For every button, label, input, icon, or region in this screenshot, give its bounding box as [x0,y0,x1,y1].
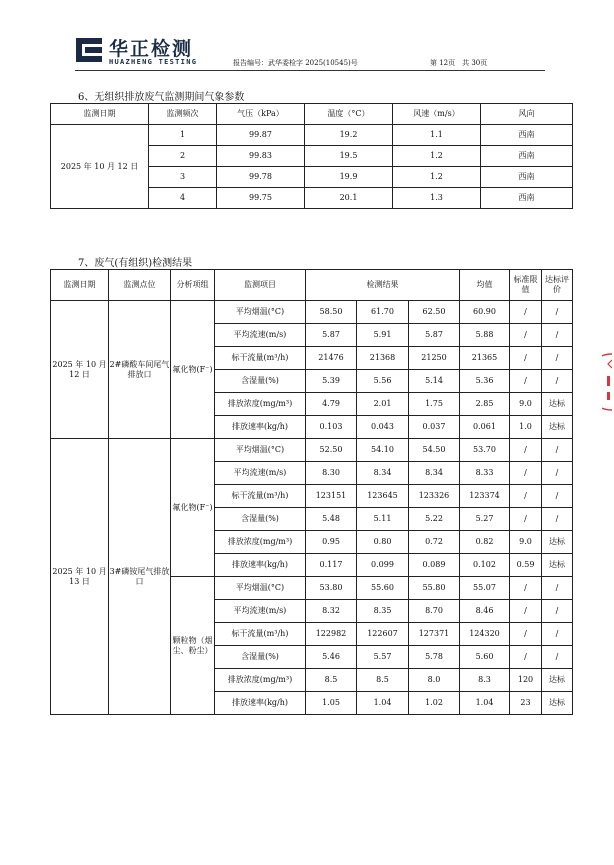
table-cell: 60.90 [460,301,510,324]
table-cell: 5.57 [357,646,409,669]
table-cell: 120 [510,669,542,692]
table-cell: / [510,485,542,508]
table-cell: 8.34 [357,462,409,485]
table-cell: 排放浓度(mg/m³) [215,531,306,554]
report-number: 报告编号：武华委检字 2025(10545)号 [233,59,358,67]
table-cell: 62.50 [409,301,460,324]
table-cell: 0.72 [409,531,460,554]
table-cell: 5.56 [357,370,409,393]
table-cell: / [542,623,573,646]
table-cell: 5.22 [409,508,460,531]
table-cell: 0.117 [306,554,357,577]
table-cell: 1.2 [393,146,481,167]
table-cell: 123374 [460,485,510,508]
table-cell: 5.14 [409,370,460,393]
table-row [51,125,573,146]
table-cell: 0.099 [357,554,409,577]
table-cell: / [542,646,573,669]
date-cell: 2025 年 10 月 13 日 [51,439,109,715]
header-cell: 标准限值 [510,270,542,301]
table-cell: 1.3 [393,188,481,209]
table-cell: 标干流量(m³/h) [215,347,306,370]
table-row [51,301,573,324]
table-cell: 4.79 [306,393,357,416]
table-cell: / [510,600,542,623]
table-cell: / [510,301,542,324]
table-cell: 西南 [481,188,573,209]
table-cell: 0.089 [409,554,460,577]
table-cell: 5.46 [306,646,357,669]
table-cell: 西南 [481,125,573,146]
table-cell: 5.87 [306,324,357,347]
table-cell: 0.95 [306,531,357,554]
table-cell: 8.70 [409,600,460,623]
table-cell: 达标 [542,416,573,439]
emission-results-table [50,269,573,715]
table-cell: 8.34 [409,462,460,485]
table-cell: 含湿量(%) [215,508,306,531]
table-cell: / [542,485,573,508]
table-cell: 含湿量(%) [215,646,306,669]
header-cell: 检测结果 [306,270,460,301]
table-cell: 1 [149,125,217,146]
table-cell: 124320 [460,623,510,646]
table-cell: 达标 [542,669,573,692]
table-cell: 99.78 [217,167,305,188]
table-cell: 5.88 [460,324,510,347]
date-cell: 2025 年 10 月 12 日 [51,301,109,439]
table-cell: 达标 [542,393,573,416]
table-cell: 8.5 [357,669,409,692]
table-cell: 55.80 [409,577,460,600]
table-cell: / [510,324,542,347]
table-cell: / [510,370,542,393]
header-cell: 风向 [481,104,573,125]
header-cell: 监测频次 [149,104,217,125]
table-cell: 1.75 [409,393,460,416]
table-cell: 达标 [542,692,573,715]
table-cell: 5.78 [409,646,460,669]
table-cell: 排放速率(kg/h) [215,416,306,439]
table-cell: 20.1 [305,188,393,209]
table-cell: 99.83 [217,146,305,167]
table-cell: 55.07 [460,577,510,600]
table-cell: 54.10 [357,439,409,462]
table-cell: 21365 [460,347,510,370]
table-cell: 5.39 [306,370,357,393]
table-header-row [51,270,573,301]
table-cell: 2.85 [460,393,510,416]
table-cell: / [542,600,573,623]
table-cell: 8.46 [460,600,510,623]
table-cell: 55.60 [357,577,409,600]
date-cell: 2025 年 10 月 12 日 [51,125,149,209]
table-cell: 52.50 [306,439,357,462]
table-cell: 0.043 [357,416,409,439]
header-cell: 均值 [460,270,510,301]
table-cell: 5.11 [357,508,409,531]
table-cell: 54.50 [409,439,460,462]
brand-name-en: HUAZHENG TESTING [109,58,198,66]
table-cell: 0.80 [357,531,409,554]
table-cell: 21250 [409,347,460,370]
table-cell: 1.05 [306,692,357,715]
header-cell: 达标评价 [542,270,573,301]
table-cell: 8.5 [306,669,357,692]
header-cell: 温度（°C） [305,104,393,125]
inspection-stamp-icon [602,352,612,412]
table-cell: 排放速率(kg/h) [215,692,306,715]
table-cell: 平均流速(m/s) [215,600,306,623]
table-cell: 8.32 [306,600,357,623]
table-cell: / [510,577,542,600]
table-cell: / [510,439,542,462]
table-cell: 平均流速(m/s) [215,462,306,485]
table-cell: / [510,347,542,370]
table-cell: 平均烟温(°C) [215,301,306,324]
table-cell: 122607 [357,623,409,646]
table-cell: 0.59 [510,554,542,577]
table-cell: / [542,301,573,324]
table-cell: 61.70 [357,301,409,324]
table-cell: 平均烟温(°C) [215,439,306,462]
table-cell: 9.0 [510,393,542,416]
section6-title: 6、无组织排放废气监测期间气象参数 [78,92,245,103]
table-cell: 0.061 [460,416,510,439]
analyte-cell: 氟化物(F⁻) [171,301,215,439]
table-cell: 0.103 [306,416,357,439]
table-cell: 21368 [357,347,409,370]
table-cell: 8.3 [460,669,510,692]
header-cell: 气压（kPa） [217,104,305,125]
table-cell: 123645 [357,485,409,508]
table-cell: / [510,508,542,531]
table-cell: / [510,646,542,669]
table-cell: 8.33 [460,462,510,485]
table-cell: 19.2 [305,125,393,146]
table-cell: 21476 [306,347,357,370]
table-cell: 8.0 [409,669,460,692]
report-header [75,34,545,74]
table-cell: 8.35 [357,600,409,623]
analyte-cell: 氟化物(F⁻) [171,439,215,577]
table-cell: 1.2 [393,167,481,188]
table-cell: 53.70 [460,439,510,462]
table-cell: / [542,462,573,485]
table-cell: 19.5 [305,146,393,167]
table-cell: 达标 [542,531,573,554]
table-cell: 平均烟温(°C) [215,577,306,600]
company-logo-icon [75,36,103,64]
header-cell: 监测日期 [51,104,149,125]
table-cell: 1.04 [460,692,510,715]
table-cell: 排放速率(kg/h) [215,554,306,577]
table-cell: 西南 [481,146,573,167]
header-cell: 监测点位 [109,270,171,301]
table-cell: 9.0 [510,531,542,554]
table-cell: 58.50 [306,301,357,324]
page-info: 第 12页 共 30页 [430,59,488,67]
table-cell: 排放浓度(mg/m³) [215,393,306,416]
table-cell: 1.02 [409,692,460,715]
table-cell: / [542,508,573,531]
table-cell: 8.30 [306,462,357,485]
weather-table [50,103,573,209]
table-cell: 标干流量(m³/h) [215,623,306,646]
table-cell: 53.80 [306,577,357,600]
table-cell: 排放浓度(mg/m³) [215,669,306,692]
table-header-row [51,104,573,125]
table-cell: 平均流速(m/s) [215,324,306,347]
table-cell: 5.48 [306,508,357,531]
table-cell: / [542,370,573,393]
table-cell: / [510,462,542,485]
table-cell: 西南 [481,167,573,188]
table-cell: 0.82 [460,531,510,554]
table-cell: 99.87 [217,125,305,146]
location-cell: 2#磷酸车间尾气排放口 [109,301,171,439]
table-cell: / [542,324,573,347]
header-divider [75,70,545,71]
header-cell: 分析项组 [171,270,215,301]
brand-name-cn: 华正检测 [109,38,194,60]
table-cell: 1.04 [357,692,409,715]
table-cell: 5.36 [460,370,510,393]
table-cell: 5.87 [409,324,460,347]
table-cell: 0.037 [409,416,460,439]
table-cell: 127371 [409,623,460,646]
header-cell: 风速（m/s） [393,104,481,125]
table-row [51,439,573,462]
table-cell: 标干流量(m³/h) [215,485,306,508]
table-cell: 123151 [306,485,357,508]
table-cell: 19.9 [305,167,393,188]
table-cell: 23 [510,692,542,715]
table-cell: 5.27 [460,508,510,531]
header-cell: 监测日期 [51,270,109,301]
table-cell: 达标 [542,554,573,577]
table-cell: 123326 [409,485,460,508]
table-cell: 0.102 [460,554,510,577]
table-cell: 3 [149,167,217,188]
header-cell: 监测项目 [215,270,306,301]
table-cell: / [510,623,542,646]
table-cell: 1.0 [510,416,542,439]
analyte-cell: 颗粒物（烟尘、粉尘） [171,577,215,715]
table-cell: 1.1 [393,125,481,146]
table-cell: 含湿量(%) [215,370,306,393]
table-cell: 2.01 [357,393,409,416]
table-cell: 4 [149,188,217,209]
table-cell: / [542,577,573,600]
table-cell: 99.75 [217,188,305,209]
table-cell: 5.60 [460,646,510,669]
table-cell: 5.91 [357,324,409,347]
location-cell: 3#磷铵尾气排放口 [109,439,171,715]
section7-title: 7、废气(有组织)检测结果 [78,258,193,269]
table-cell: 2 [149,146,217,167]
table-cell: 122982 [306,623,357,646]
table-cell: / [542,347,573,370]
table-cell: / [542,439,573,462]
